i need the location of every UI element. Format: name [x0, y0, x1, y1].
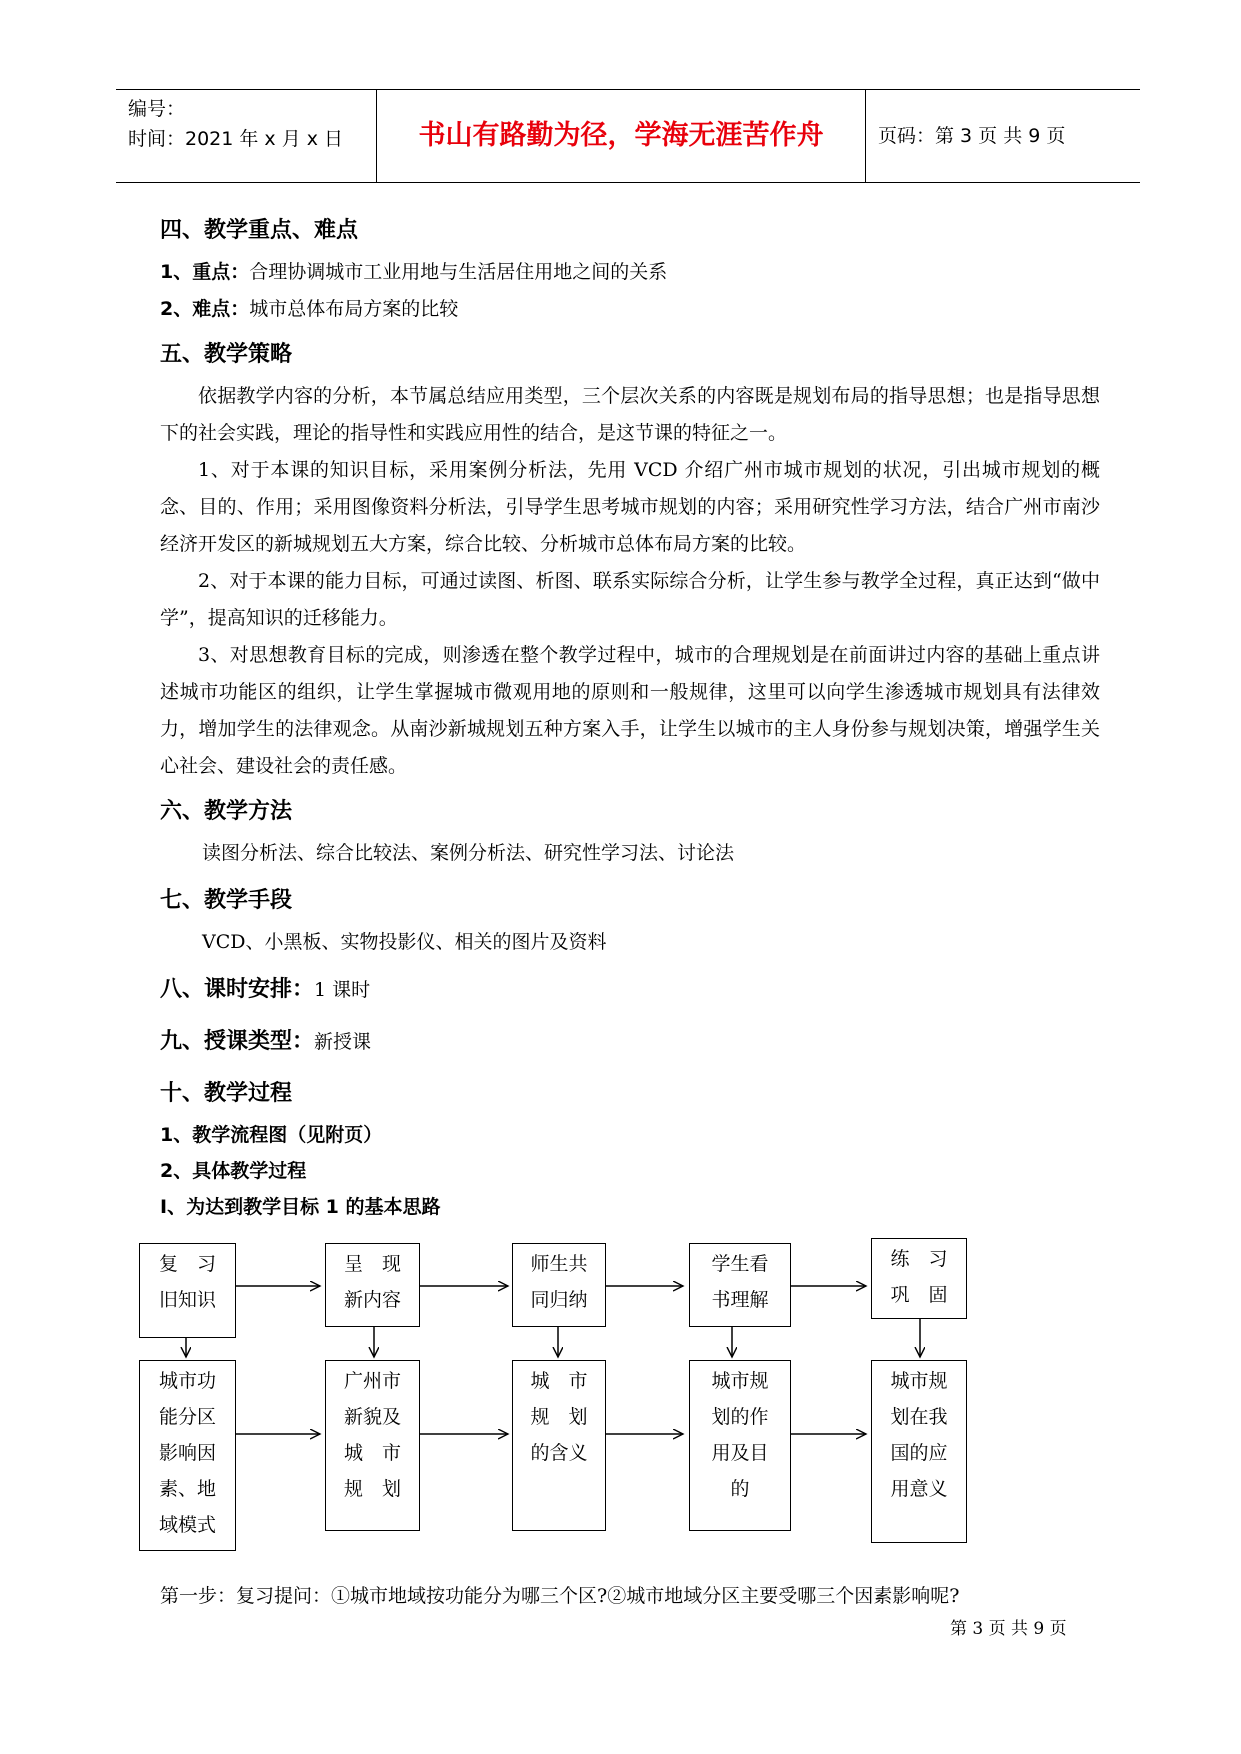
flow-box-summarize: 师生共 同归纳 — [512, 1243, 606, 1327]
key-point: 1、重点：合理协调城市工业用地与生活居住用地之间的关系 — [160, 261, 668, 283]
section-10-title: 十、教学过程 — [160, 1081, 293, 1106]
strategy-paragraph-4: 3、对思想教育目标的完成，则渗透在整个教学过程中，城市的合理规划是在前面讲过内容的基础上重点讲述城市功能区的组织，让学生掌握城市微观用地的原则和一般规律，这里可以向学生渗透城市规划具有法律效力，增加学生的法律观念。从南沙新城规划五种方案入手，让学生以城市的主人身份参与规划决策，增强学生关心社会、建设社会的责任感。 — [160, 644, 1100, 777]
flow-box-review: 复 习 旧知识 — [139, 1243, 236, 1338]
page-footer: 第 3 页 共 9 页 — [950, 1619, 1067, 1639]
header-page: 页码：第 3 页 共 9 页 — [878, 125, 1066, 147]
flow-box-guangzhou: 广州市 新貌及 城 市 规 划 — [325, 1360, 420, 1531]
header-meta — [116, 90, 376, 182]
flow-box-meaning: 城 市 规 划 的含义 — [512, 1360, 606, 1531]
methods-text: 读图分析法、综合比较法、案例分析法、研究性学习法、讨论法 — [202, 842, 735, 864]
header-motto: 书山有路勤为径，学海无涯苦作舟 — [376, 90, 866, 182]
section-5-title: 五、教学策略 — [160, 342, 293, 367]
strategy-paragraph-2: 1、对于本课的知识目标，采用案例分析法，先用 VCD 介绍广州市城市规划的状况，引出城市规划的概念、目的、作用；采用图像资料分析法，引导学生思考城市规划的内容；采用研究性学习方法，结合广州市南沙经济开发区的新城规划五大方案，综合比较、分析城市总体布局方案的比较。 — [160, 459, 1100, 555]
flow-box-application: 城市规 划在我 国的应 用意义 — [871, 1360, 967, 1543]
flow-box-read: 学生看 书理解 — [689, 1243, 791, 1327]
document-body — [160, 208, 1100, 1225]
header-time: 时间：2021 年 x 月 x 日 — [128, 128, 344, 150]
flow-box-functional-zones: 城市功 能分区 影响因 素、地 域模式 — [139, 1360, 236, 1551]
flow-box-present: 呈 现 新内容 — [325, 1243, 420, 1327]
section-9: 九、授课类型：新授课 — [160, 1029, 372, 1054]
section-6-title: 六、教学方法 — [160, 799, 293, 824]
flow-box-purpose: 城市规 划的作 用及目 的 — [689, 1360, 791, 1531]
means-text: VCD、小黑板、实物投影仪、相关的图片及资料 — [202, 931, 607, 953]
section-7-title: 七、教学手段 — [160, 888, 293, 913]
header-number: 编号： — [128, 98, 186, 120]
flow-box-practice: 练 习 巩 固 — [871, 1238, 967, 1319]
section-4-title: 四、教学重点、难点 — [160, 218, 359, 243]
subheading-flowchart: 1、教学流程图（见附页） — [160, 1124, 383, 1146]
step-one-text: 第一步：复习提问：①城市地域按功能分为哪三个区?②城市地域分区主要受哪三个因素影响呢? — [160, 1585, 960, 1607]
subheading-process: 2、具体教学过程 — [160, 1160, 307, 1182]
strategy-paragraph-1: 依据教学内容的分析，本节属总结应用类型，三个层次关系的内容既是规划布局的指导思想；也是指导思想下的社会实践，理论的指导性和实践应用性的结合，是这节课的特征之一。 — [160, 385, 1100, 444]
strategy-paragraph-3: 2、对于本课的能力目标，可通过读图、析图、联系实际综合分析，让学生参与教学全过程，真正达到“做中学”，提高知识的迁移能力。 — [160, 570, 1100, 629]
page-header — [116, 89, 1140, 183]
subheading-goal-1: Ⅰ、为达到教学目标 1 的基本思路 — [160, 1196, 441, 1218]
difficult-point: 2、难点：城市总体布局方案的比较 — [160, 298, 459, 320]
section-8: 八、课时安排：1 课时 — [160, 977, 371, 1002]
